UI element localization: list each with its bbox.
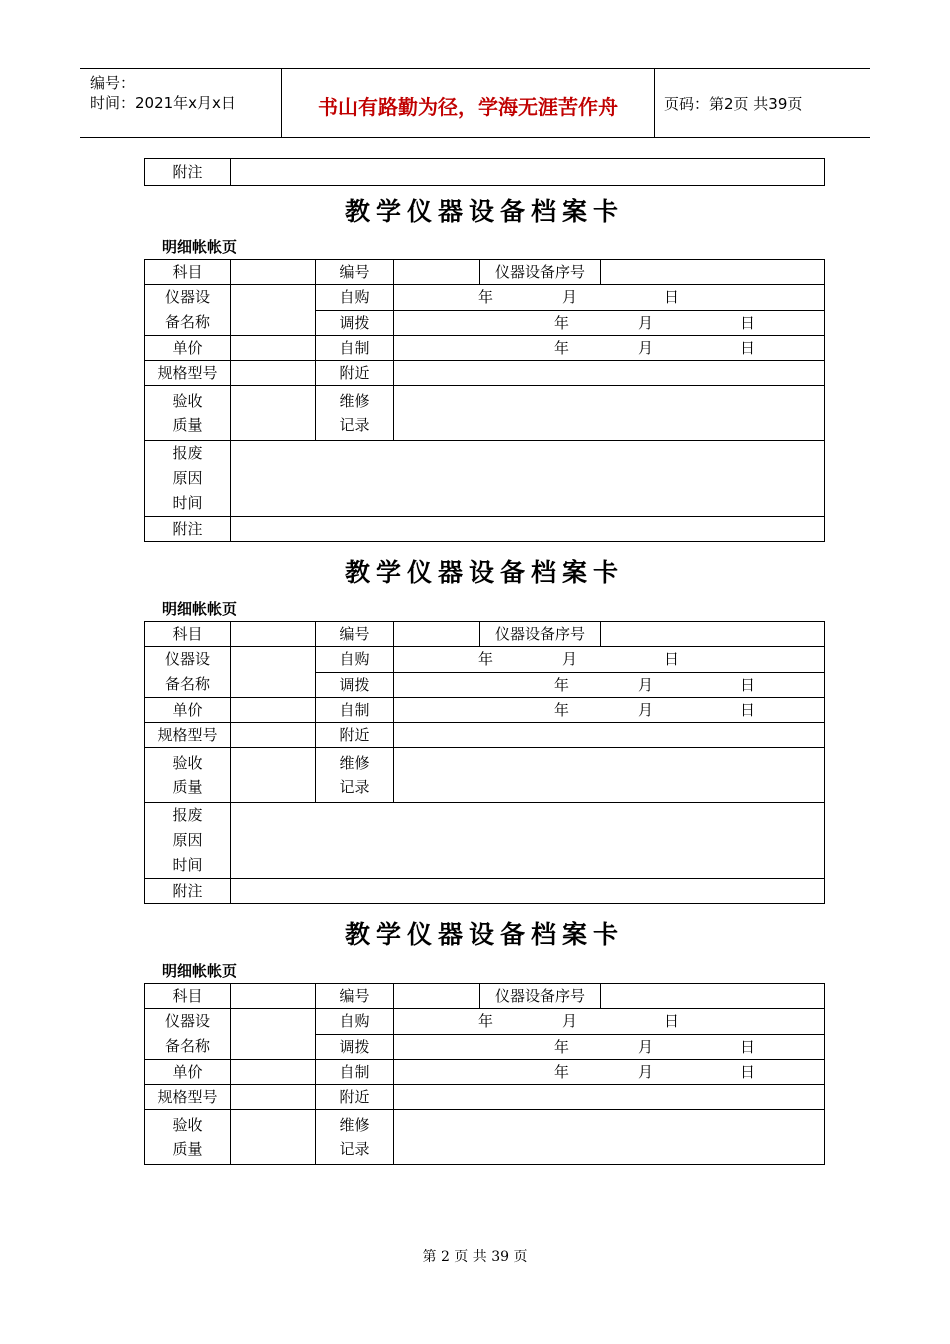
repair-label	[316, 1110, 394, 1165]
year-label: 年	[478, 650, 494, 668]
header-meta	[80, 69, 282, 137]
note-value	[231, 517, 825, 542]
name-label-line: 备名称	[164, 1037, 210, 1055]
price-value	[231, 698, 316, 723]
year-label: 年	[554, 1037, 570, 1056]
day-label: 日	[664, 288, 680, 306]
serial-value	[601, 260, 825, 285]
table-row	[145, 879, 825, 904]
acceptance-value	[231, 1110, 316, 1165]
name-label-line: 备名称	[164, 675, 210, 693]
header-motto: 书山有路勤为径，学海无涯苦作舟	[282, 69, 655, 137]
repair-label	[316, 748, 394, 803]
equipment-card-table	[144, 621, 825, 904]
scrap-label-line: 时间	[172, 856, 203, 874]
table-row	[145, 984, 825, 1009]
scrap-label	[145, 441, 231, 517]
purchase-date	[394, 1009, 825, 1035]
table-row	[145, 1009, 825, 1035]
purchase-label: 自购	[316, 647, 394, 673]
table-row	[145, 647, 825, 673]
spec-value	[231, 1085, 316, 1110]
day-label: 日	[740, 313, 756, 332]
table-row	[145, 1110, 825, 1165]
serial-label: 仪器设备序号	[480, 260, 601, 285]
attach-value	[394, 723, 825, 748]
price-label: 单价	[145, 336, 231, 361]
table-row	[145, 723, 825, 748]
subject-value	[231, 260, 316, 285]
selfmade-label: 自制	[316, 1060, 394, 1085]
serial-label: 仪器设备序号	[480, 984, 601, 1009]
subject-label: 科目	[145, 260, 231, 285]
spec-value	[231, 723, 316, 748]
day-label: 日	[740, 701, 756, 719]
card-title: 教学仪器设备档案卡	[344, 920, 624, 949]
month-label: 月	[638, 675, 654, 694]
acceptance-value	[231, 386, 316, 441]
transfer-label: 调拨	[316, 1034, 394, 1060]
note-label: 附注	[145, 879, 231, 904]
day-label: 日	[664, 650, 680, 668]
previous-card-note	[144, 158, 825, 186]
scrap-label-line: 原因	[172, 831, 203, 849]
note-value	[231, 879, 825, 904]
repair-label-line: 记录	[339, 416, 370, 434]
name-label-line: 仪器设	[164, 288, 210, 306]
attach-label: 附近	[316, 361, 394, 386]
acceptance-label	[145, 1110, 231, 1165]
scrap-label-line: 原因	[172, 469, 203, 487]
month-label: 月	[562, 1012, 578, 1030]
day-label: 日	[664, 1012, 680, 1030]
year-label: 年	[554, 701, 570, 719]
name-label-line: 备名称	[164, 313, 210, 331]
repair-label	[316, 386, 394, 441]
serial-label: 仪器设备序号	[480, 622, 601, 647]
card-subtitle: 明细帐帐页	[162, 962, 238, 980]
table-row	[145, 622, 825, 647]
card-subtitle: 明细帐帐页	[162, 238, 238, 256]
acceptance-label	[145, 386, 231, 441]
spec-label: 规格型号	[145, 1085, 231, 1110]
table-row	[145, 1085, 825, 1110]
page-footer: 第 2 页 共 39 页	[422, 1249, 528, 1265]
repair-value	[394, 386, 825, 441]
year-label: 年	[554, 675, 570, 694]
acceptance-label-line: 验收	[172, 392, 203, 410]
price-label: 单价	[145, 698, 231, 723]
day-label: 日	[740, 675, 756, 694]
table-row	[145, 517, 825, 542]
scrap-label-line: 报废	[172, 444, 203, 462]
month-label: 月	[638, 701, 654, 719]
table-row	[145, 386, 825, 441]
acceptance-label-line: 质量	[172, 1140, 203, 1158]
card-title: 教学仪器设备档案卡	[344, 197, 624, 226]
acceptance-label-line: 验收	[172, 1116, 203, 1134]
attach-value	[394, 1085, 825, 1110]
table-row	[145, 1060, 825, 1085]
month-label: 月	[562, 650, 578, 668]
selfmade-date	[394, 1060, 825, 1085]
month-label: 月	[638, 1037, 654, 1056]
year-label: 年	[554, 339, 570, 357]
table-row	[145, 285, 825, 311]
purchase-label: 自购	[316, 1009, 394, 1035]
name-label-line: 仪器设	[164, 1012, 210, 1030]
spec-label: 规格型号	[145, 723, 231, 748]
table-row	[145, 336, 825, 361]
attach-label: 附近	[316, 1085, 394, 1110]
time-label: 时间：2021年x月x日	[90, 94, 236, 112]
table-row	[145, 260, 825, 285]
note-label: 附注	[145, 159, 231, 186]
month-label: 月	[562, 288, 578, 306]
acceptance-value	[231, 748, 316, 803]
acceptance-label-line: 验收	[172, 754, 203, 772]
repair-value	[394, 1110, 825, 1165]
acceptance-label-line: 质量	[172, 778, 203, 796]
year-label: 年	[478, 1012, 494, 1030]
card-title: 教学仪器设备档案卡	[344, 558, 624, 587]
transfer-label: 调拨	[316, 672, 394, 698]
name-label	[145, 647, 231, 698]
selfmade-label: 自制	[316, 336, 394, 361]
price-value	[231, 336, 316, 361]
purchase-label: 自购	[316, 285, 394, 311]
transfer-date	[394, 1034, 825, 1060]
acceptance-label-line: 质量	[172, 416, 203, 434]
subject-label: 科目	[145, 622, 231, 647]
code-label: 编号	[316, 984, 394, 1009]
subject-value	[231, 984, 316, 1009]
attach-label: 附近	[316, 723, 394, 748]
header-page-info: 页码：第2页 共39页	[664, 95, 803, 113]
price-value	[231, 1060, 316, 1085]
transfer-date	[394, 672, 825, 698]
attach-value	[394, 361, 825, 386]
repair-label-line: 维修	[339, 1116, 370, 1134]
table-row	[145, 441, 825, 517]
name-label	[145, 1009, 231, 1060]
serial-value	[601, 622, 825, 647]
month-label: 月	[638, 339, 654, 357]
scrap-label-line: 时间	[172, 494, 203, 512]
repair-label-line: 维修	[339, 392, 370, 410]
selfmade-date	[394, 698, 825, 723]
name-value	[231, 647, 316, 698]
name-label-line: 仪器设	[164, 650, 210, 668]
subject-label: 科目	[145, 984, 231, 1009]
acceptance-label	[145, 748, 231, 803]
equipment-card-table	[144, 259, 825, 542]
month-label: 月	[638, 313, 654, 332]
code-label: 编号	[316, 622, 394, 647]
subject-value	[231, 622, 316, 647]
card-subtitle: 明细帐帐页	[162, 600, 238, 618]
repair-label-line: 维修	[339, 754, 370, 772]
code-value	[394, 984, 480, 1009]
transfer-label: 调拨	[316, 310, 394, 336]
spec-value	[231, 361, 316, 386]
year-label: 年	[554, 1063, 570, 1081]
year-label: 年	[478, 288, 494, 306]
number-label: 编号：	[90, 74, 136, 92]
price-label: 单价	[145, 1060, 231, 1085]
table-row	[145, 698, 825, 723]
code-value	[394, 622, 480, 647]
table-row	[145, 748, 825, 803]
day-label: 日	[740, 1063, 756, 1081]
equipment-card-table	[144, 983, 825, 1165]
repair-label-line: 记录	[339, 1140, 370, 1158]
page-header	[80, 68, 870, 138]
purchase-date	[394, 285, 825, 311]
scrap-label	[145, 803, 231, 879]
selfmade-date	[394, 336, 825, 361]
purchase-date	[394, 647, 825, 673]
name-value	[231, 1009, 316, 1060]
scrap-label-line: 报废	[172, 806, 203, 824]
note-value	[231, 159, 825, 186]
code-value	[394, 260, 480, 285]
repair-label-line: 记录	[339, 778, 370, 796]
note-label: 附注	[145, 517, 231, 542]
scrap-value	[231, 441, 825, 517]
repair-value	[394, 748, 825, 803]
transfer-date	[394, 310, 825, 336]
day-label: 日	[740, 339, 756, 357]
year-label: 年	[554, 313, 570, 332]
code-label: 编号	[316, 260, 394, 285]
month-label: 月	[638, 1063, 654, 1081]
day-label: 日	[740, 1037, 756, 1056]
table-row	[145, 361, 825, 386]
table-row	[145, 803, 825, 879]
name-label	[145, 285, 231, 336]
selfmade-label: 自制	[316, 698, 394, 723]
spec-label: 规格型号	[145, 361, 231, 386]
scrap-value	[231, 803, 825, 879]
name-value	[231, 285, 316, 336]
serial-value	[601, 984, 825, 1009]
